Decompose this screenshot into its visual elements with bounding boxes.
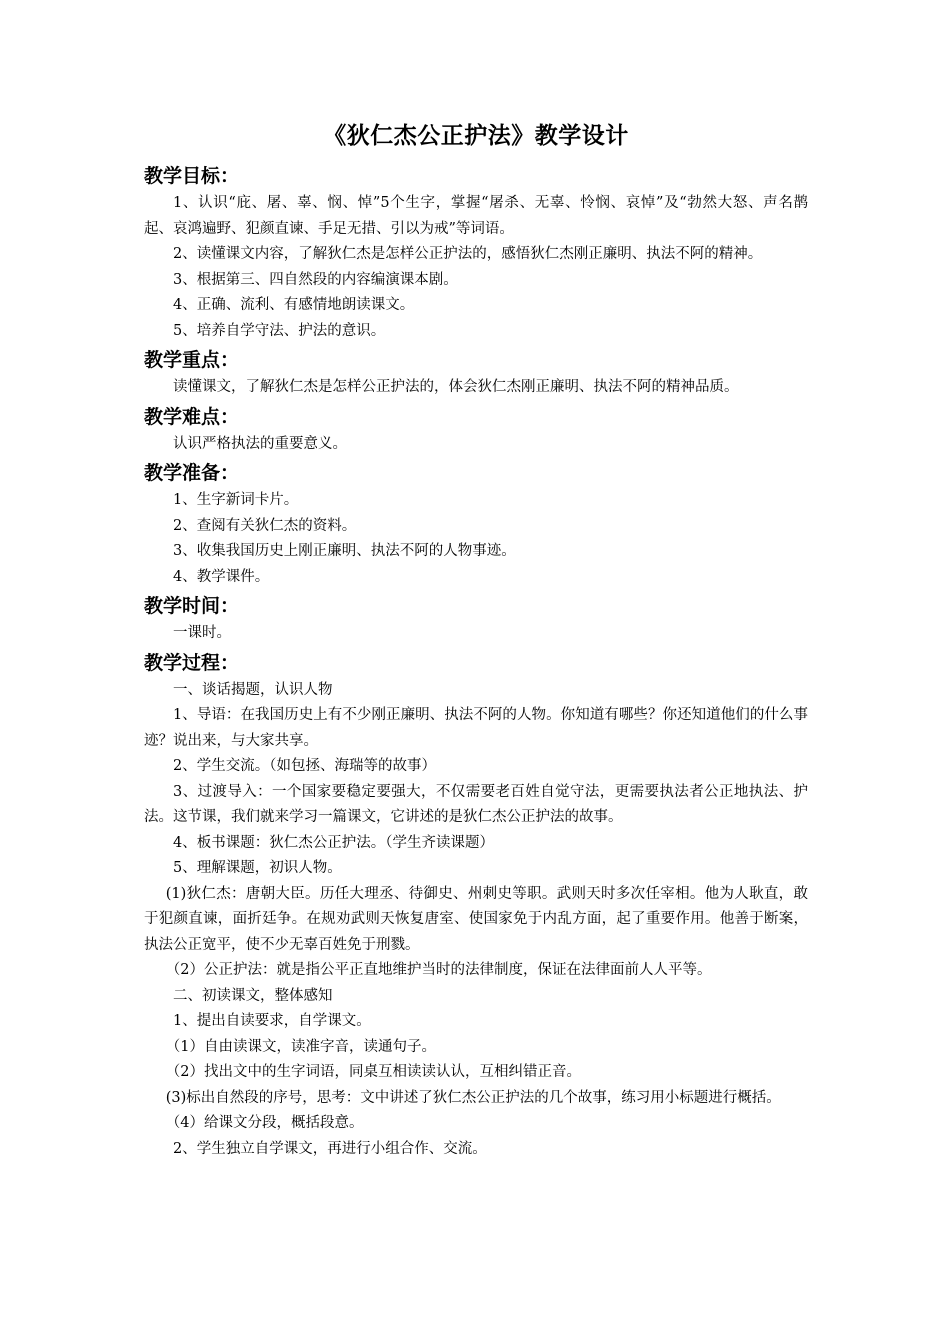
section-heading-key-points: 教学重点： bbox=[144, 349, 240, 371]
process-item: 3、过渡导入：一个国家要稳定要强大，不仅需要老百姓自觉守法，更需要执法者公正地执法、护法。这节课，我们就来学习一篇课文，它讲述的是狄仁杰公正护法的故事。 bbox=[144, 783, 808, 825]
process-item: 5、理解课题，初识人物。 bbox=[173, 860, 342, 876]
preparation-item: 4、教学课件。 bbox=[173, 568, 270, 585]
document-page bbox=[144, 120, 808, 1163]
goal-item: 4、正确、流利、有感情地朗读课文。 bbox=[173, 297, 415, 313]
goal-item: 1、认识“庇、屠、辜、悯、悼”5个生字，掌握“屠杀、无辜、怜悯、哀悼”及“勃然大怒、声名鹊起、哀鸿遍野、犯颜直谏、手足无措、引以为戒”等词语。 bbox=[144, 195, 808, 237]
document-title: 《狄仁杰公正护法》教学设计 bbox=[323, 122, 629, 149]
preparation-item: 2、查阅有关狄仁杰的资料。 bbox=[173, 517, 357, 534]
section-heading-difficulties: 教学难点： bbox=[144, 405, 240, 428]
goal-item: 2、读懂课文内容，了解狄仁杰是怎样公正护法的，感悟狄仁杰刚正廉明、执法不阿的精神。 bbox=[173, 246, 763, 262]
section-process bbox=[144, 648, 808, 1163]
process-item: （4）给课文分段，概括段意。 bbox=[165, 1115, 364, 1131]
process-item: （2）公正护法：就是指公平正直地维护当时的法律制度，保证在法律面前人人平等。 bbox=[165, 962, 712, 978]
process-item: 4、板书课题：狄仁杰公正护法。（学生齐读课题） bbox=[173, 834, 494, 851]
section-heading-time: 教学时间： bbox=[144, 595, 240, 617]
section-difficulties bbox=[144, 402, 808, 458]
section-preparation bbox=[144, 458, 808, 590]
preparation-item: 1、生字新词卡片。 bbox=[173, 492, 299, 508]
process-item: 一、谈话揭题，认识人物 bbox=[173, 681, 333, 698]
process-item: 1、提出自读要求，自学课文。 bbox=[173, 1013, 371, 1029]
process-item: 二、初读课文，整体感知 bbox=[173, 987, 333, 1004]
difficulty-item: 认识严格执法的重要意义。 bbox=[173, 435, 347, 452]
time-item: 一课时。 bbox=[173, 625, 231, 641]
key-point-item: 读懂课文，了解狄仁杰是怎样公正护法的，体会狄仁杰刚正廉明、执法不阿的精神品质。 bbox=[173, 379, 739, 395]
process-item: （2）找出文中的生字词语，同桌互相读读认认，互相纠错正音。 bbox=[165, 1064, 581, 1080]
section-key-points bbox=[144, 345, 808, 401]
goal-item: 5、培养自学守法、护法的意识。 bbox=[173, 322, 386, 339]
section-heading-process: 教学过程： bbox=[144, 651, 240, 674]
process-item: 2、学生独立自学课文，再进行小组合作、交流。 bbox=[173, 1140, 487, 1157]
process-item: (3)标出自然段的序号，思考：文中讲述了狄仁杰公正护法的几个故事，练习用小标题进行概括。 bbox=[165, 1089, 781, 1106]
section-heading-goals: 教学目标： bbox=[144, 165, 240, 187]
process-item: 2、学生交流。（如包拯、海瑞等的故事） bbox=[173, 758, 436, 774]
section-heading-preparation: 教学准备： bbox=[144, 462, 240, 484]
process-item: (1)狄仁杰：唐朝大臣。历任大理丞、待御史、州刺史等职。武则天时多次任宰相。他为人耿直，敢于犯颜直谏，面折廷争。在规劝武则天恢复唐室、使国家免于内乱方面，起了重要作用。他善于断案，执法公正宽平，使不少无辜百姓免于刑戮。 bbox=[144, 885, 808, 953]
preparation-item: 3、收集我国历史上刚正廉明、执法不阿的人物事迹。 bbox=[173, 543, 516, 559]
process-item: 1、导语：在我国历史上有不少刚正廉明、执法不阿的人物。你知道有哪些？你还知道他们的什么事迹？说出来，与大家共享。 bbox=[144, 707, 808, 749]
section-goals bbox=[144, 161, 808, 344]
section-time bbox=[144, 591, 808, 647]
process-item: （1）自由读课文，读准字音，读通句子。 bbox=[165, 1038, 436, 1055]
goal-item: 3、根据第三、四自然段的内容编演课本剧。 bbox=[173, 271, 458, 288]
